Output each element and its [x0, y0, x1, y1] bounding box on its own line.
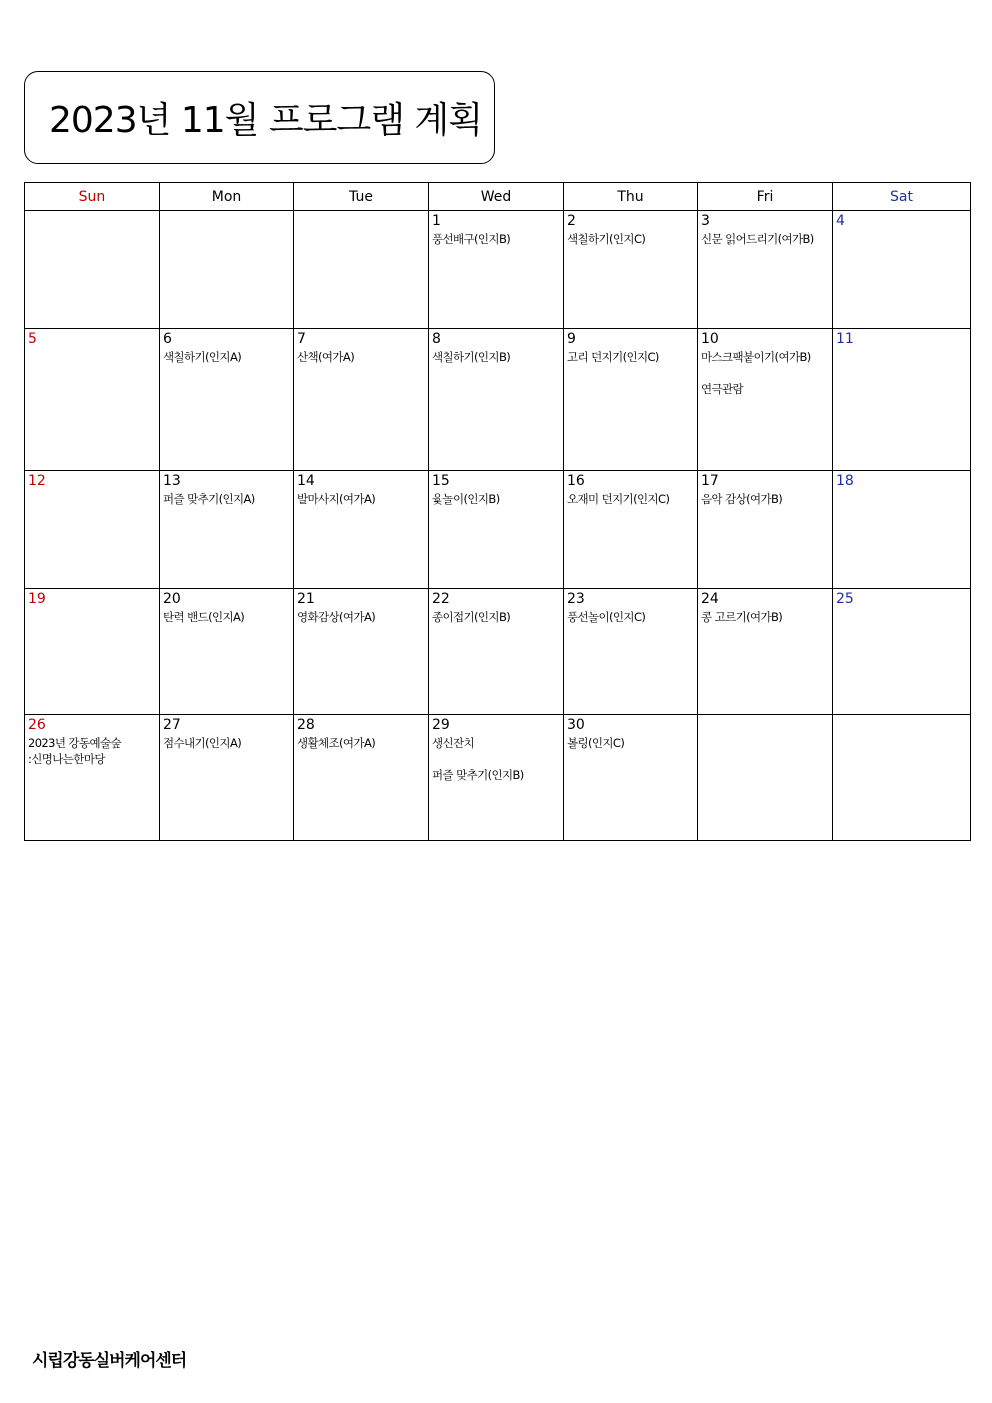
event-item: 연극관람: [701, 382, 744, 396]
day-number: 13: [163, 473, 181, 489]
event-item: 종이접기(인지B): [432, 610, 511, 624]
event-item: 퍼즐 맞추기(인지B): [432, 768, 524, 782]
weekday-header-row: [25, 183, 971, 211]
day-number: 25: [836, 591, 854, 607]
calendar-body: [25, 211, 971, 841]
day-number: 12: [28, 473, 46, 489]
day-cell: [564, 211, 698, 329]
event-item: :신명나는한마당: [28, 752, 105, 766]
day-number: 11: [836, 331, 854, 347]
event-item: 오재미 던지기(인지C): [567, 492, 670, 506]
day-cell: [564, 471, 698, 589]
day-cell: [25, 589, 160, 715]
day-cell: [25, 329, 160, 471]
day-cell: [25, 715, 160, 841]
week-row: [25, 471, 971, 589]
weekday-header-wed: Wed: [429, 183, 564, 211]
day-cell: [294, 589, 429, 715]
day-number: 8: [432, 331, 441, 347]
event-item: 탄력 밴드(인지A): [163, 610, 245, 624]
event-item: 발마사지(여가A): [297, 492, 376, 506]
day-cell: [25, 471, 160, 589]
day-cell: [294, 329, 429, 471]
calendar-table: [24, 182, 971, 841]
footer-organization: 시립강동실버케어센터: [32, 1351, 187, 1371]
event-item: 윷놀이(인지B): [432, 492, 500, 506]
day-cell: [429, 211, 564, 329]
day-cell: [429, 589, 564, 715]
day-cell: [698, 471, 833, 589]
day-cell: [294, 471, 429, 589]
weekday-header-thu: Thu: [564, 183, 698, 211]
day-number: 6: [163, 331, 172, 347]
day-number: 22: [432, 591, 450, 607]
day-number: 16: [567, 473, 585, 489]
page-title: 2023년 11월 프로그램 계획: [49, 100, 482, 141]
day-cell: [698, 715, 833, 841]
event-item: 퍼즐 맞추기(인지A): [163, 492, 255, 506]
day-number: 7: [297, 331, 306, 347]
event-item: 색칠하기(인지B): [432, 350, 511, 364]
title-box: [24, 71, 495, 164]
event-item: 생신잔치: [432, 736, 475, 750]
day-cell: [294, 211, 429, 329]
event-item: 생활체조(여가A): [297, 736, 376, 750]
day-cell: [160, 471, 294, 589]
day-cell: [564, 589, 698, 715]
day-number: 1: [432, 213, 441, 229]
day-cell: [564, 715, 698, 841]
day-number: 15: [432, 473, 450, 489]
event-item: 마스크팩붙이기(여가B): [701, 350, 811, 364]
event-item: 색칠하기(인지C): [567, 232, 646, 246]
event-item: 풍선배구(인지B): [432, 232, 511, 246]
day-cell: [698, 211, 833, 329]
week-row: [25, 589, 971, 715]
event-item: 신문 읽어드리기(여가B): [701, 232, 814, 246]
event-item: 음악 감상(여가B): [701, 492, 783, 506]
day-number: 10: [701, 331, 719, 347]
day-cell: [160, 589, 294, 715]
day-number: 26: [28, 717, 46, 733]
day-number: 18: [836, 473, 854, 489]
event-item: 점수내기(인지A): [163, 736, 242, 750]
day-cell: [429, 715, 564, 841]
day-number: 24: [701, 591, 719, 607]
day-cell: [833, 715, 971, 841]
weekday-header-tue: Tue: [294, 183, 429, 211]
day-number: 23: [567, 591, 585, 607]
day-cell: [429, 471, 564, 589]
week-row: [25, 715, 971, 841]
event-item: 콩 고르기(여가B): [701, 610, 783, 624]
weekday-header-fri: Fri: [698, 183, 833, 211]
day-number: 21: [297, 591, 315, 607]
day-number: 17: [701, 473, 719, 489]
day-number: 28: [297, 717, 315, 733]
event-item: 풍선놀이(인지C): [567, 610, 646, 624]
day-number: 9: [567, 331, 576, 347]
day-cell: [833, 589, 971, 715]
day-number: 14: [297, 473, 315, 489]
day-cell: [429, 329, 564, 471]
day-cell: [698, 329, 833, 471]
day-cell: [294, 715, 429, 841]
week-row: [25, 329, 971, 471]
event-item: 2023년 강동예술숲: [28, 736, 121, 750]
day-number: 3: [701, 213, 710, 229]
day-number: 27: [163, 717, 181, 733]
event-item: 색칠하기(인지A): [163, 350, 242, 364]
week-row: [25, 211, 971, 329]
day-cell: [833, 329, 971, 471]
day-cell: [698, 589, 833, 715]
day-cell: [160, 211, 294, 329]
event-item: 고리 던지기(인지C): [567, 350, 659, 364]
day-number: 4: [836, 213, 845, 229]
day-cell: [160, 329, 294, 471]
event-item: 볼링(인지C): [567, 736, 625, 750]
day-number: 2: [567, 213, 576, 229]
day-cell: [833, 471, 971, 589]
day-cell: [564, 329, 698, 471]
day-number: 19: [28, 591, 46, 607]
event-item: 영화감상(여가A): [297, 610, 376, 624]
day-number: 29: [432, 717, 450, 733]
day-cell: [160, 715, 294, 841]
day-number: 20: [163, 591, 181, 607]
day-cell: [25, 211, 160, 329]
day-number: 30: [567, 717, 585, 733]
weekday-header-mon: Mon: [160, 183, 294, 211]
weekday-header-sat: Sat: [833, 183, 971, 211]
day-number: 5: [28, 331, 37, 347]
event-item: 산책(여가A): [297, 350, 355, 364]
weekday-header-sun: Sun: [25, 183, 160, 211]
day-cell: [833, 211, 971, 329]
